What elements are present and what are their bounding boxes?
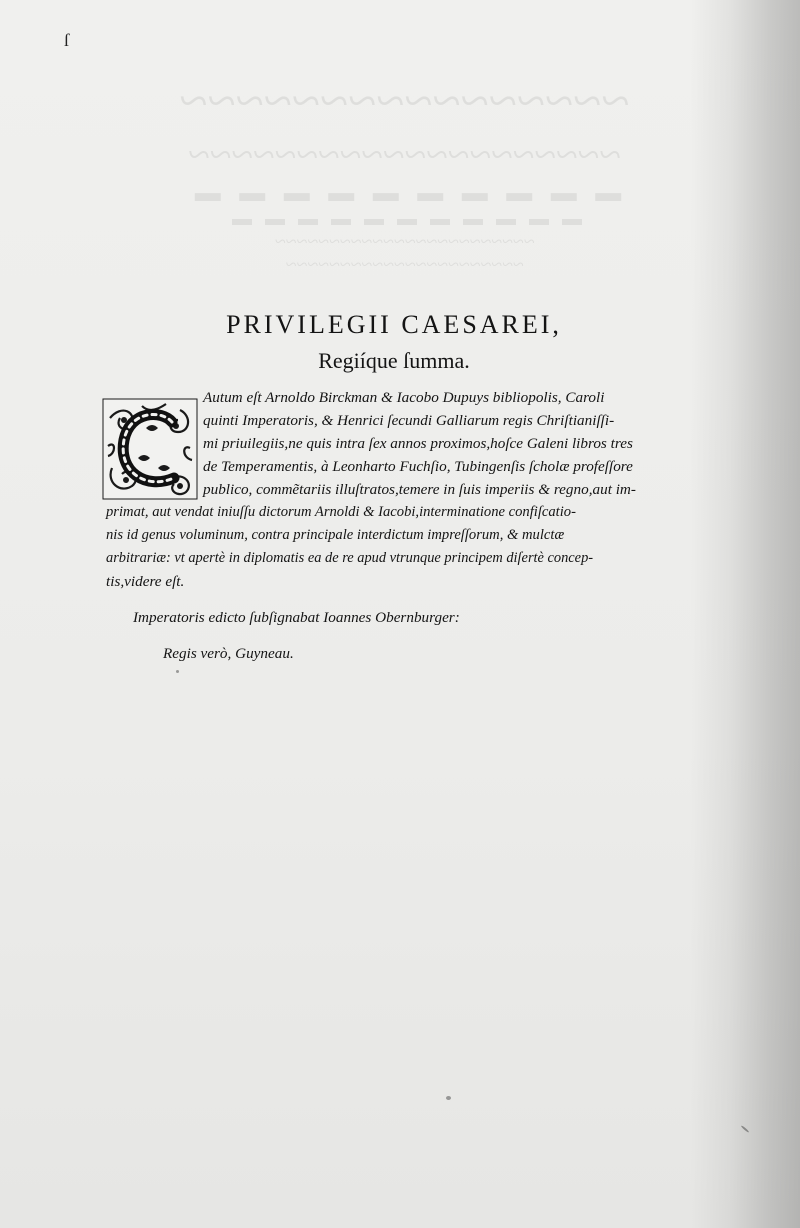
text-line: arbitrariæ: vt apertè in diplomatis ea de re apud vtrunque principem diſertè concep-	[106, 550, 594, 566]
page-subtitle: Regiíque ſumma.	[318, 348, 470, 373]
text-line: de Temperamentis, à Leonharto Fuchſio, Tubingenſis ſcholæ profeſſore	[203, 458, 633, 475]
ink-speck	[176, 670, 179, 673]
royal-signature-line: Regis verò, Guyneau.	[163, 645, 294, 662]
text-line: publico, commẽtariis illuſtratos,temere in ſuis imperiis & regno,aut im-	[203, 481, 636, 498]
ink-speck	[446, 1096, 451, 1100]
corner-mark: ſ	[64, 30, 70, 50]
page-title: PRIVILEGII CAESAREI,	[226, 310, 562, 339]
bleed-through-decoration: ~~~~~~~~~~~~~~~~ ~~~~~~~~~~~~~~~~~~~~ ▬ ▬ ▬ ▬ ▬ ▬ ▬ ▬ ▬ ▬ ▬ ▬ ▬ ▬ ▬ ▬ ▬ ▬ ▬ ▬ ▬ ~~~~~~~~~~~~~~~~~~~~~~~~ ~~~~~~~~~~~~~~~~~~~~~~	[179, 73, 631, 276]
decorated-initial-icon	[102, 398, 198, 500]
text-line: tis,videre eſt.	[106, 573, 185, 590]
text-line: primat, aut vendat iniuſſu dictorum Arnoldi & Iacobi,interminatione confiſcatio-	[106, 504, 576, 520]
text-line: nis id genus voluminum, contra principale interdictum impreſſorum, & mulctæ	[106, 527, 565, 543]
imperial-signature-line: Imperatoris edicto ſubſignabat Ioannes Obernburger:	[133, 609, 460, 626]
ink-speck	[741, 1125, 750, 1133]
text-line: mi priuilegiis,ne quis intra ſex annos proximos,hoſce Galeni libros tres	[203, 435, 633, 452]
text-line: quinti Imperatoris, & Henrici ſecundi Galliarum regis Chriſtianiſſi-	[203, 412, 615, 429]
text-line: Autum eſt Arnoldo Birckman & Iacobo Dupuys bibliopolis, Caroli	[203, 389, 605, 406]
